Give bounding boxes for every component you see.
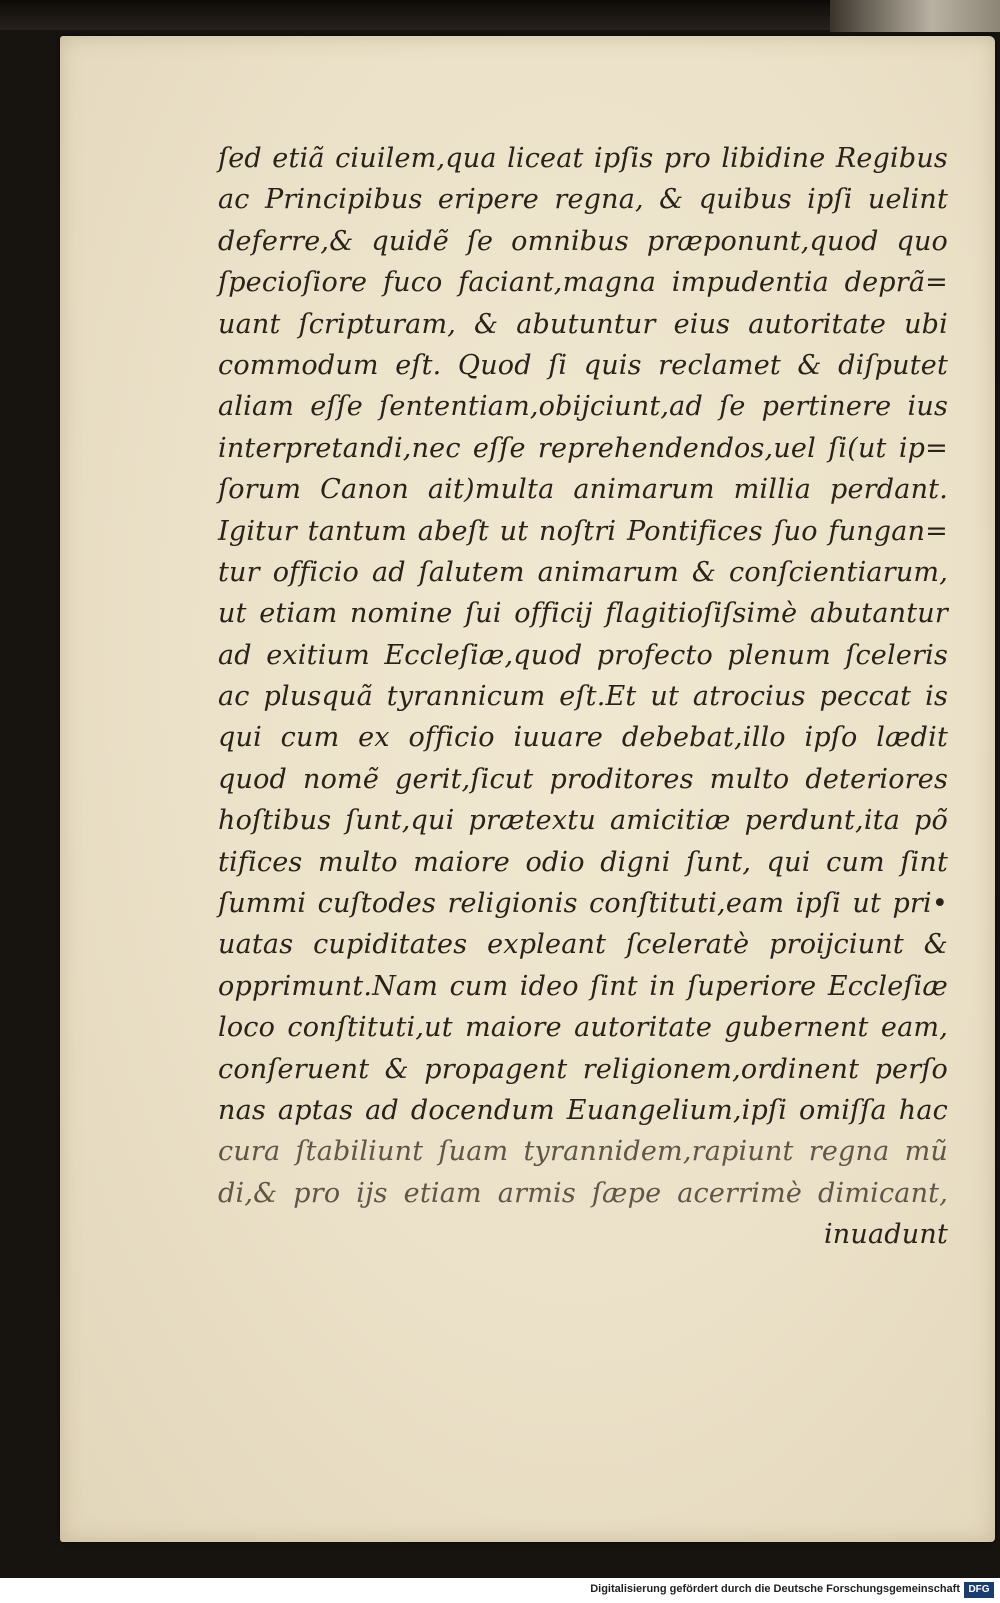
book-page bbox=[60, 36, 995, 1542]
adjacent-page-edge bbox=[830, 0, 1000, 32]
text-line: di,& pro ijs etiam armis ſæpe acerrimè dimicant, bbox=[218, 1177, 948, 1209]
text-line: qui cum ex officio iuuare debebat,illo ipſo lædit bbox=[218, 722, 948, 754]
text-line: hoſtibus ſunt,qui prætextu amicitiæ perdunt,ita põ bbox=[218, 805, 948, 837]
text-line: tur officio ad ſalutem animarum & conſcientiarum, bbox=[218, 556, 948, 588]
text-line: ſpecioſiore fuco faciant,magna impudentia deprã= bbox=[218, 267, 948, 299]
text-line: aliam eſſe ſententiam,obijciunt,ad ſe pertinere ius bbox=[218, 391, 948, 423]
text-line: uant ſcripturam, & abutuntur eius autoritate ubi bbox=[218, 308, 948, 340]
text-line: ſummi cuſtodes religionis conſtituti,eam ipſi ut pri• bbox=[218, 888, 948, 920]
funding-credit: Digitalisierung gefördert durch die Deutsche Forschungsgemeinschaft bbox=[590, 1583, 960, 1595]
text-line: commodum eſt. Quod ſi quis reclamet & diſputet bbox=[218, 349, 948, 381]
text-line: conſeruent & propagent religionem,ordinent perſo bbox=[218, 1053, 948, 1085]
catchword: inuadunt bbox=[823, 1219, 948, 1251]
digitization-footer bbox=[0, 1578, 1000, 1603]
text-line: cura ſtabiliunt ſuam tyrannidem,rapiunt regna mũ bbox=[218, 1136, 948, 1168]
text-line: interpretandi,nec eſſe reprehendendos,uel ſi(ut ip= bbox=[218, 432, 948, 464]
dfg-logo: DFG bbox=[964, 1582, 994, 1598]
text-line: nas aptas ad docendum Euangelium,ipſi omiſſa hac bbox=[218, 1094, 948, 1126]
text-line: ac plusquã tyrannicum eſt.Et ut atrocius peccat is bbox=[218, 681, 948, 713]
text-line: opprimunt.Nam cum ideo ſint in ſuperiore Eccleſiæ bbox=[218, 970, 948, 1002]
text-line: quod nomẽ gerit,ſicut proditores multo deteriores bbox=[218, 763, 948, 795]
text-line: ad exitium Eccleſiæ,quod profecto plenum ſceleris bbox=[218, 639, 948, 671]
text-line: loco conſtituti,ut maiore autoritate gubernent eam, bbox=[218, 1012, 948, 1044]
text-line: deferre,& quidẽ ſe omnibus præponunt,quod quo bbox=[218, 225, 948, 257]
text-line: ac Principibus eripere regna, & quibus ipſi uelint bbox=[218, 184, 948, 216]
text-line: Igitur tantum abeſt ut noſtri Pontifices ſuo fungan= bbox=[218, 515, 948, 547]
page-text-block bbox=[218, 138, 948, 1256]
text-line: tifices multo maiore odio digni ſunt, qui cum ſint bbox=[218, 846, 948, 878]
text-line: ſorum Canon ait)multa animarum millia perdant. bbox=[218, 474, 948, 506]
text-line: ſed etiã ciuilem,qua liceat ipſis pro libidine Regibus bbox=[218, 143, 948, 174]
text-line: ut etiam nomine ſui officij flagitioſiſsimè abutantur bbox=[218, 598, 948, 630]
text-line: uatas cupiditates expleant ſceleratè proijciunt & bbox=[218, 929, 948, 961]
